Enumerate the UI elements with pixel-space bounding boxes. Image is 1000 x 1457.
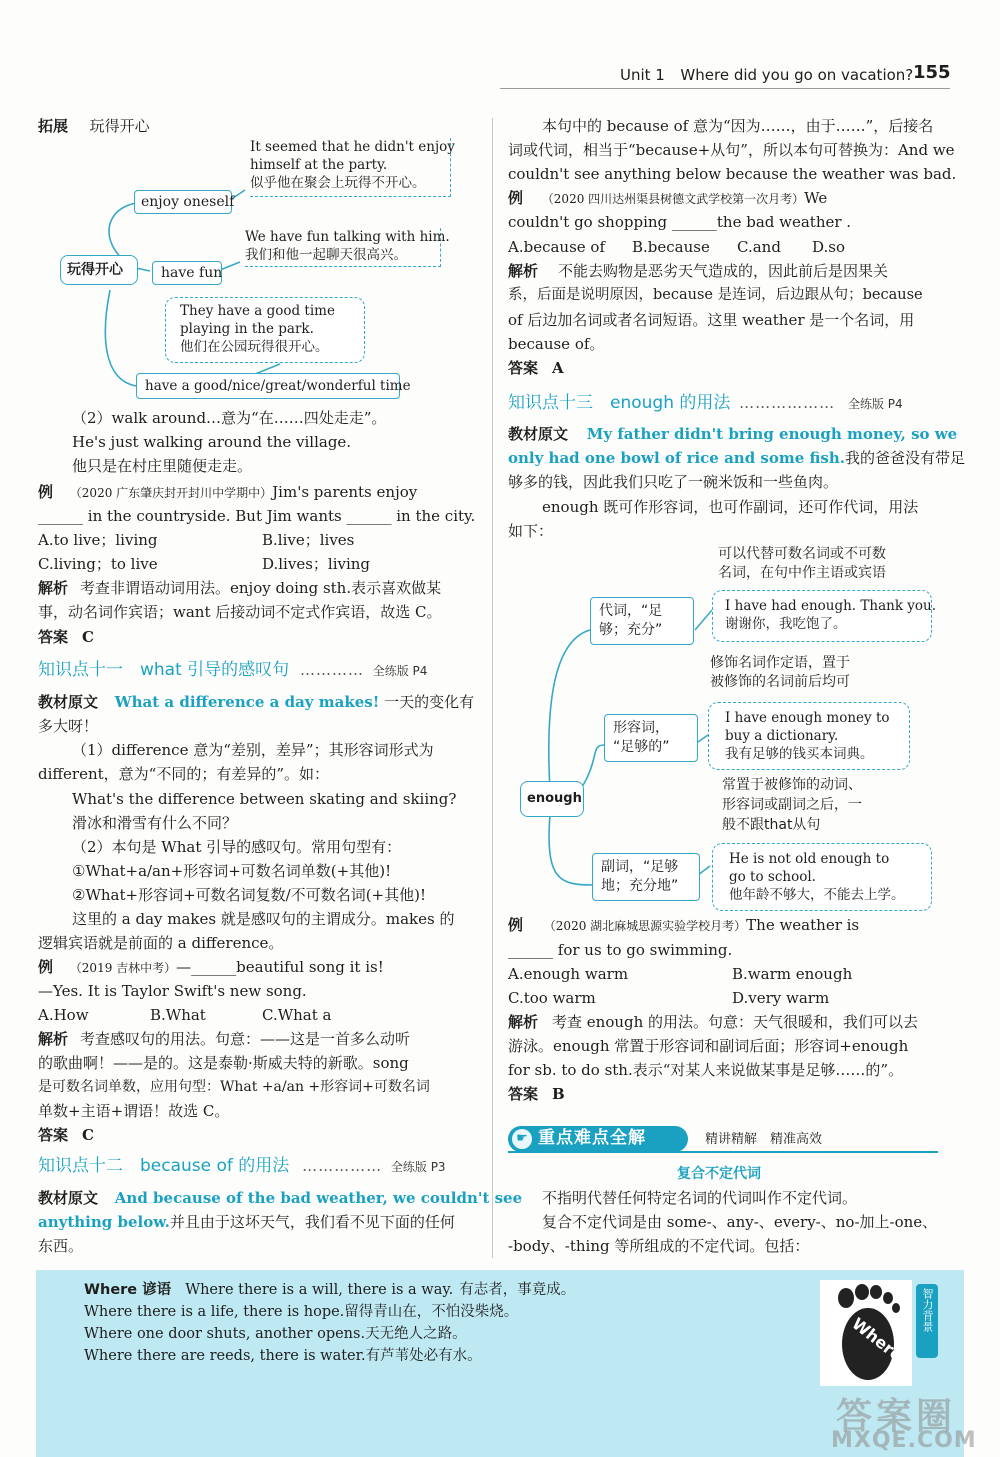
knowledge-12-source: 教材原文 And because of the bad weather, we couldn't see: [38, 1189, 523, 1207]
mindmap-1-branch-have-fun: have fun: [152, 261, 222, 285]
unit-label: Unit 1: [620, 66, 665, 84]
section-para-3: -body、-thing 等所组成的不定代词。包括：: [508, 1237, 810, 1255]
mindmap-2-pronoun-example: I have had enough. Thank you. 谢谢你，我吃饱了。: [712, 590, 932, 642]
knowledge-13-heading: 知识点十三 enough 的用法 ……………… 全练版 P4: [508, 393, 903, 413]
knowledge-13-source: 教材原文 My father didn't bring enough money, so we: [508, 425, 958, 443]
k11-para-1a: （1）difference 意为“差别，差异”；其形容词形式为: [72, 741, 434, 759]
example-1-analysis-1: 解析 考查非谓语动词用法。enjoy doing sth.表示喜欢做某: [38, 579, 442, 597]
banner-rule: [508, 1151, 938, 1153]
mindmap-1-example-1: It seemed that he didn't enjoy himself at the party. 似乎他在聚会上玩得不开心。: [250, 138, 451, 197]
banner-hand-icon: ☛: [512, 1129, 532, 1149]
knowledge-11-heading: 知识点十一 what 引导的感叹句 ………… 全练版 P4: [38, 660, 428, 680]
mindmap-1-branch-enjoy-oneself: enjoy oneself: [134, 190, 232, 214]
walk-around-example: He's just walking around the village.: [72, 433, 352, 451]
example-2-option-c: C.What a: [262, 1006, 332, 1024]
example-4-option-a: A.enough warm: [508, 965, 629, 983]
mindmap-2-pronoun-node: 代词，“足 够；充分”: [590, 597, 694, 645]
example-3-stem-2: couldn't go shopping ______the bad weather .: [508, 213, 852, 231]
knowledge-12-source-2: anything below.并且由于这坏天气，我们看不见下面的任何: [38, 1213, 455, 1231]
k11-para-1c: What's the difference between skating and skiing?: [72, 790, 457, 808]
k11-para-2b: ①What+a/an+形容词+可数名词单数(+其他)!: [72, 862, 392, 880]
k11-para-2c: ②What+形容词+可数名词复数/不可数名词(+其他)!: [72, 886, 426, 904]
mindmap-2-adjective-node: 形容词， “足够的”: [604, 714, 698, 762]
page-number: 155: [913, 62, 951, 83]
example-3-analysis-3: of 后边加名词或者名词短语。这里 weather 是一个名词，用: [508, 311, 915, 329]
example-2-analysis-1: 解析 考查感叹句的用法。句意：——这是一首多么动听: [38, 1030, 411, 1048]
knowledge-11-source: 教材原文 What a difference a day makes! 一天的变化有: [38, 693, 475, 711]
tuozhan-label: 拓展: [38, 117, 69, 135]
example-4-option-c: C.too warm: [508, 989, 596, 1007]
watermark-domain: MXQE.COM: [831, 1428, 977, 1453]
k13-para-1: enough 既可作形容词，也可作副词，还可作代词，用法: [542, 498, 919, 516]
tuozhan-title: 玩得开心: [89, 117, 150, 135]
unit-title: Where did you go on vacation?: [680, 66, 914, 84]
mindmap-1-example-2: We have fun talking with him. 我们和他一起聊天很高兴。: [245, 228, 441, 267]
section-para-1: 不指明代替任何特定名词的代词叫作不定代词。: [542, 1189, 858, 1207]
example-1-option-b: B.live；lives: [262, 531, 355, 549]
mindmap-1-example-3: They have a good time playing in the park. 他们在公园玩得很开心。: [165, 297, 365, 363]
knowledge-11-source-2: 多大呀！: [38, 717, 99, 735]
example-3-stem: 例 （2020 四川达州渠县树德文武学校第一次月考）We: [508, 189, 828, 207]
mindmap-2-adverb-node: 副词，“足够 地；充分地”: [592, 853, 700, 901]
mindmap-1-branch-have-a-good-time: have a good/nice/great/wonderful time: [136, 373, 400, 399]
example-4-stem: 例 （2020 湖北麻城思源实验学校月考）The weather is: [508, 916, 860, 934]
example-4-stem-2: ______ for us to go swimming.: [508, 941, 733, 959]
example-2-stem-2: —Yes. It is Taylor Swift's new song.: [38, 982, 307, 1000]
k11-para-1b: different，意为“不同的；有差异的”。如：: [38, 765, 330, 783]
k11-para-2e: 逻辑宾语就是前面的 a difference。: [38, 934, 284, 952]
example-4-option-d: D.very warm: [732, 989, 830, 1007]
example-3-option-a: A.because of: [508, 238, 606, 256]
k11-para-1d: 滑冰和滑雪有什么不同？: [72, 814, 238, 832]
example-1-option-c: C.living；to live: [38, 555, 158, 573]
mindmap-2-adverb-example: He is not old enough to go to school. 他年龄不够大，不能去上学。: [712, 843, 932, 911]
mindmap-2-adjective-example: I have enough money to buy a dictionary. 我有足够的钱买本词典。: [708, 702, 910, 770]
walk-around-translation: 他只是在村庄里随便走走。: [72, 457, 253, 475]
knowledge-13-source-3: 够多的钱，因此我们只吃了一碗米饭和一些鱼肉。: [508, 473, 839, 491]
proverb-footer: [36, 1270, 977, 1457]
r-para-3: couldn't see anything below because the weather was bad.: [508, 165, 957, 183]
example-2-analysis-3: 是可数名词单数，应用句型：What +a/an +形容词+可数名词: [38, 1079, 430, 1095]
example-3-option-b: B.because: [632, 238, 710, 256]
example-4-answer: 答案 B: [508, 1085, 565, 1103]
k11-para-2a: （2）本句是 What 引导的感叹句。常用句型有：: [72, 838, 402, 856]
example-3-option-d: D.so: [812, 238, 845, 256]
r-para-2: 词或代词，相当于“because+从句”，所以本句可替换为：And we: [508, 141, 955, 159]
example-4-analysis-2: 游泳。enough 常置于形容词和副词后面；形容词+enough: [508, 1037, 909, 1055]
example-1-stem: 例 （2020 广东肇庆封开封川中学期中）Jim's parents enjoy: [38, 483, 418, 501]
knowledge-12-source-3: 东西。: [38, 1237, 84, 1255]
example-2-analysis-2: 的歌曲啊！——是的。这是泰勒·斯威夫特的新歌。song: [38, 1054, 409, 1072]
example-1-analysis-2: 事，动名词作宾语；want 后接动词不定式作宾语，故选 C。: [38, 603, 442, 621]
example-1-option-d: D.lives；living: [262, 555, 371, 573]
example-2-analysis-4: 单数+主语+谓语！故选 C。: [38, 1102, 230, 1120]
banner-subtitle: 精讲精解 精准高效: [705, 1132, 823, 1147]
proverb-line-3: Where one door shuts, another opens.天无绝人之路。: [84, 1326, 467, 1342]
knowledge-13-source-2: only had one bowl of rice and some fish.我的爸爸没有带足: [508, 449, 965, 467]
side-tab: 智力背景: [916, 1284, 938, 1358]
footprint-word: Where: [848, 1313, 907, 1366]
example-2-stem: 例 （2019 吉林中考）—______beautiful song it is!: [38, 958, 384, 976]
proverb-line-2: Where there is a life, there is hope.留得青山在，不怕没柴烧。: [84, 1304, 519, 1320]
proverb-line-4: Where there are reeds, there is water.有芦苇处必有水。: [84, 1348, 482, 1364]
section-title: 复合不定代词: [677, 1166, 761, 1182]
example-2-option-a: A.How: [38, 1006, 89, 1024]
r-para-1: 本句中的 because of 意为“因为……，由于……”，后接名: [542, 117, 934, 135]
k13-para-2: 如下：: [508, 522, 554, 540]
k11-para-2d: 这里的 a day makes 就是感叹句的主谓成分。makes 的: [72, 910, 455, 928]
watermark-logo: 答案圈: [836, 1396, 957, 1437]
example-4-analysis-1: 解析 考查 enough 的用法。句意：天气很暖和，我们可以去: [508, 1013, 919, 1031]
example-3-analysis-4: because of。: [508, 335, 605, 353]
section-para-2: 复合不定代词是由 some-、any-、every-、no-加上-one、: [542, 1213, 938, 1231]
example-3-analysis-1: 解析 不能去购物是恶劣天气造成的，因此前后是因果关: [508, 262, 889, 280]
example-2-option-b: B.What: [150, 1006, 206, 1024]
example-4-option-b: B.warm enough: [732, 965, 853, 983]
example-1-option-a: A.to live；living: [38, 531, 158, 549]
walk-around-note: （2）walk around…意为“在……四处走走”。: [72, 409, 387, 427]
example-1-stem-2: ______ in the countryside. But Jim wants ______ in the city.: [38, 507, 476, 525]
mindmap-2-center: enough: [520, 781, 584, 817]
mindmap-1-center: 玩得开心: [60, 255, 138, 285]
section-banner: ☛ 重点难点全解: [508, 1126, 688, 1152]
proverb-line-1: Where 谚语 Where there is a will, there is a way. 有志者，事竟成。: [84, 1282, 576, 1298]
example-1-answer: 答案 C: [38, 628, 94, 646]
example-4-analysis-3: for sb. to do sth.表示“对某人来说做某事是足够……的”。: [508, 1061, 904, 1079]
example-3-analysis-2: 系，后面是说明原因，because 是连词，后边跟从句；because: [508, 287, 923, 303]
knowledge-12-heading: 知识点十二 because of 的用法 …………… 全练版 P3: [38, 1156, 446, 1176]
example-3-option-c: C.and: [737, 238, 781, 256]
example-3-answer: 答案 A: [508, 359, 564, 377]
example-2-answer: 答案 C: [38, 1126, 94, 1144]
